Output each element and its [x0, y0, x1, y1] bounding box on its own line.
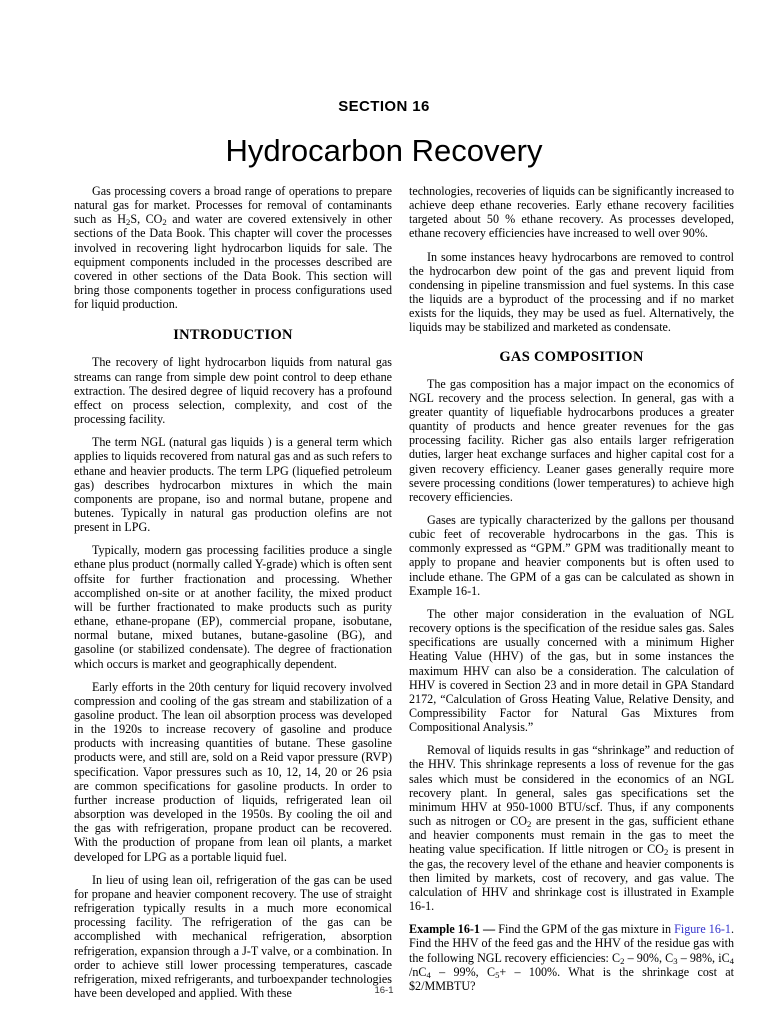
paragraph-early-efforts: Early efforts in the 20th century for liquid recovery involved compression and cooling of the gas stream and stabilization of a gasoline product. The lean oil absorption process was developed in the 1920s to increase recovery of gasoline and produce products with increasing quantities of butane. These gasoline products were, and still are, sold on a Reid vapor pressure (RVP) specification. Vapor pressures such as 10, 12, 14, 20 or 26 psia are common specifications for gasoline products. In order to further increase production of liquids, refrigerated lean oil absorption was developed in the 1950s. By cooling the oil and the gas with refrigeration, propane product can be recovered. With the production of propane from lean oil plants, a market developed for LPG as a portable liquid fuel.	[74, 679, 392, 864]
page-title: Hydrocarbon Recovery	[225, 133, 543, 168]
left-column	[74, 184, 392, 1009]
example-text-f: – 99%, C	[430, 964, 496, 979]
example-text-c: – 90%, C	[624, 950, 674, 965]
para-text-a: Gas processing covers a broad range of operations to prepare natural gas for market. Processes for removal of contaminants such as H	[74, 184, 392, 227]
paragraph-shrinkage	[409, 743, 734, 913]
paragraph-modern-facilities: Typically, modern gas processing facilities produce a single ethane plus product (normally called Y-grade) which is often sent offsite for further fractionation and processing. Whether accomplished on-site or at another facility, the mixed product will be further fractionated to make products such as purity ethane, ethane-propane (EP), commercial propane, isobutane, normal butane, mixed butanes, butane-gasoline (BG), and gasoline (or stabilized condensate). The degree of fractionation which occurs is market and geographically dependent.	[74, 543, 392, 671]
subscript-co2-2: 2	[663, 847, 669, 858]
section-label: SECTION 16	[338, 98, 430, 115]
example-text-b: . Find the HHV of the feed gas and the HHV of the residue gas with the following NGL recovery efficiencies: C	[409, 922, 734, 965]
right-column	[409, 184, 734, 1009]
paragraph-composition-impact: The gas composition has a major impact on the economics of NGL recovery and the process selection. In general, gas with a greater quantity of liquefiable hydrocarbons produces a greater quantity of products and hence greater revenues for the gas processing facility. Richer gas also entails larger refrigeration duties, larger heat exchange surfaces and higher capital cost for a given recovery efficiency. Leaner gases generally require more severe processing conditions (lower temperatures) to achieve high recovery efficiencies.	[409, 376, 734, 504]
para-text-b: S, CO	[130, 212, 163, 227]
paragraph-gpm: Gases are typically characterized by the gallons per thousand cubic feet of recoverable hydrocarbons in the gas. This is commonly expressed as “GPM.” GPM was traditionally meant to apply to propane and heavier components but is often used to include ethane. The GPM of a gas can be calculated as shown in Example 16-1.	[409, 512, 734, 598]
subscript-c5: 5	[495, 969, 500, 980]
subscript-2b: 2	[162, 217, 167, 228]
example-text-d: – 98%, iC	[677, 950, 730, 965]
paragraph-example-16-1	[409, 922, 734, 993]
subscript-co2-1: 2	[527, 819, 532, 830]
paragraph-ngl-definition: The term NGL (natural gas liquids ) is a general term which applies to liquids recovered from natural gas and as such refers to ethane and heavier products. The term LPG (liquefied petroleum gas) describes hydrocarbon mixtures in which the main components are propane, iso and normal butane, propene and butenes. Typically in natural gas production olefins are not present in LPG.	[74, 435, 392, 535]
subscript-c3: 3	[673, 955, 678, 966]
example-dash: —	[479, 922, 499, 937]
example-text-g: + – 100%. What is the shrinkage cost at $2/MMBTU?	[409, 964, 734, 993]
two-column-body	[74, 184, 734, 1009]
paragraph-heavy-hydrocarbons: In some instances heavy hydrocarbons are removed to control the hydrocarbon dew point of the gas and prevent liquid from condensing in pipeline transmission and fuel systems. In this case the liquids are a byproduct of the processing and if no market exists for the liquids, they may be used as fuel. Alternatively, the liquids may be stabilized and marketed as condensate.	[409, 249, 734, 335]
example-text-a: Find the GPM of the gas mixture in	[498, 922, 675, 937]
subscript-2: 2	[126, 217, 131, 228]
subscript-nc4: 4	[426, 969, 431, 980]
paragraph-hhv-spec: The other major consideration in the evaluation of NGL recovery options is the specification of the residue sales gas. Sales specifications are usually concerned with a minimum Higher Heating Value (HHV) of the gas, but in some instances the maximum HHV can also be a consideration. The calculation of HHV is covered in Section 23 and in more detail in GPA Standard 2172, “Calculation of Gross Heating Value, Relative Density, and Compressibility Factor for Natural Gas Mixtures from Compositional Analysis.”	[409, 606, 734, 735]
shrink-text-c: is present in the gas, the recovery level of the ethane and heavier components is then limited by markets, cost of recovery, and gas value. The calculation of HHV and shrinkage cost is illustrated in Example 16-1.	[409, 842, 734, 914]
heading-introduction: INTRODUCTION	[173, 327, 293, 344]
subscript-c2: 2	[620, 955, 625, 966]
page-number: 16-1	[374, 985, 394, 996]
subscript-ic4: 4	[729, 955, 734, 966]
paragraph-technologies-continued: technologies, recoveries of liquids can be significantly increased to achieve deep ethane recoveries. Early ethane recovery facilities targeted about 50 % ethane recovery. As processes developed, ethane recovery efficiencies have increased to well over 90%.	[409, 184, 734, 241]
shrink-text-b: are present in the gas, sufficient ethane and heavier components must remain in the gas to meet the heating value specification. If little nitrogen or CO	[409, 814, 735, 857]
figure-16-1-link[interactable]: Figure 16-1	[674, 922, 731, 937]
paragraph-overview	[74, 184, 392, 311]
paragraph-refrigeration: In lieu of using lean oil, refrigeration of the gas can be used for propane and heavier component recovery. The use of straight refrigeration typically results in a much more economical processing facility. The refrigeration of the gas can be accomplished with mechanical refrigeration, absorption refrigeration, expansion through a J-T valve, or a combination. In order to achieve still lower processing temperatures, cascade refrigeration, mixed refrigerants, and turboexpander technologies have been developed and applied. With these	[74, 872, 392, 1000]
paragraph-recovery-range: The recovery of light hydrocarbon liquids from natural gas streams can range from simple dew point control to deep ethane extraction. The desired degree of liquid recovery has a profound effect on process selection, complexity, and cost of the processing facility.	[74, 355, 392, 427]
para-text-c: and water are covered extensively in other sections of the Data Book. This chapter will cover the processes involved in recovering light hydrocarbon liquids for sale. The equipment components included in the processes described are covered in other sections of the Data Book. This section will bring those components together in process configurations used for liquid production.	[74, 212, 392, 312]
example-text-e: /nC	[409, 964, 427, 979]
shrink-text-a: Removal of liquids results in gas “shrinkage” and reduction of the HHV. This shrinkage represents a loss of revenue for the gas sales which must be considered in the economics of an NGL recovery plant. In general, sales gas specifications set the minimum HHV at 950-1000 BTU/scf. Thus, if any components such as nitrogen or CO	[409, 743, 734, 829]
example-label: Example 16-1	[409, 922, 480, 937]
heading-gas-composition: GAS COMPOSITION	[499, 348, 644, 365]
